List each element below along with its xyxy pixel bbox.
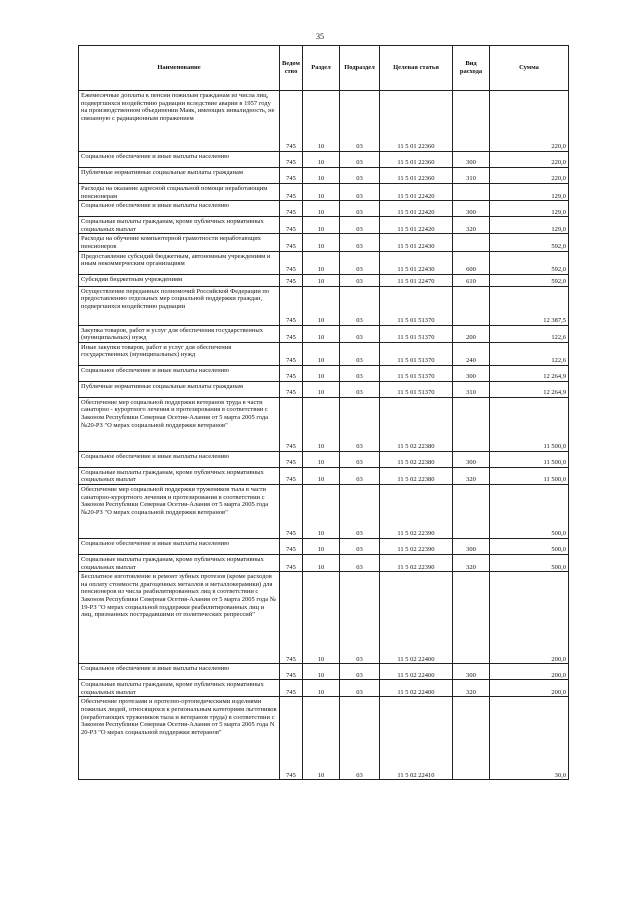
- row-amount: 122,6: [490, 342, 569, 365]
- row-department: 745: [280, 274, 303, 286]
- row-name: Социальное обеспечение и иные выплаты населению: [79, 201, 280, 217]
- row-name: Социальное обеспечение и иные выплаты населению: [79, 152, 280, 168]
- row-amount: 129,0: [490, 217, 569, 234]
- row-subsection: 03: [340, 217, 380, 234]
- row-target-article: 11 5 02 22390: [380, 484, 453, 538]
- row-section: 10: [303, 342, 340, 365]
- row-name: Предоставление субсидий бюджетным, автономным учреждениям и иным некоммерческим организациям: [79, 251, 280, 274]
- row-subsection: 03: [340, 365, 380, 381]
- row-target-article: 11 5 01 51370: [380, 286, 453, 325]
- row-expense-type: 320: [453, 217, 490, 234]
- column-header-section: Раздел: [303, 46, 340, 91]
- row-department: 745: [280, 91, 303, 152]
- row-name: Обеспечение мер социальной поддержки ветеранов труда в части санаторно - курортного лечения и протезирования в соответствии с Законом Республики Северная Осетия-Алания от 5 марта 2005 года №20-РЗ "О мерах социальной поддержки ветеранов": [79, 397, 280, 451]
- row-section: 10: [303, 91, 340, 152]
- row-section: 10: [303, 168, 340, 184]
- row-subsection: 03: [340, 168, 380, 184]
- row-section: 10: [303, 451, 340, 467]
- row-expense-type: 310: [453, 381, 490, 397]
- row-expense-type: 300: [453, 451, 490, 467]
- row-subsection: 03: [340, 484, 380, 538]
- row-amount: 30,0: [490, 697, 569, 780]
- row-subsection: 03: [340, 234, 380, 251]
- row-name: Публичные нормативные социальные выплаты гражданам: [79, 381, 280, 397]
- row-name: Социальные выплаты гражданам, кроме публичных нормативных социальных выплат: [79, 680, 280, 697]
- row-subsection: 03: [340, 381, 380, 397]
- row-section: 10: [303, 538, 340, 554]
- row-section: 10: [303, 184, 340, 201]
- row-amount: 200,0: [490, 572, 569, 664]
- row-target-article: 11 5 02 22380: [380, 397, 453, 451]
- row-name: Социальные выплаты гражданам, кроме публичных нормативных социальных выплат: [79, 217, 280, 234]
- table-row: [79, 152, 569, 168]
- table-row: [79, 286, 569, 325]
- row-section: 10: [303, 697, 340, 780]
- column-header-subsection: Подраздел: [340, 46, 380, 91]
- row-name: Публичные нормативные социальные выплаты гражданам: [79, 168, 280, 184]
- row-expense-type: 300: [453, 201, 490, 217]
- row-amount: 11 500,0: [490, 467, 569, 484]
- row-section: 10: [303, 251, 340, 274]
- row-target-article: 11 5 01 22360: [380, 91, 453, 152]
- budget-table: [78, 45, 569, 780]
- row-name: Бесплатное изготовление и ремонт зубных протезов (кроме расходов на оплату стоимости драгоценных металлов и металлокерамики) для пенсионеров из числа реабилитированных лиц в соответствии с Законом Республики Северная Осетия-Алания от 5 марта 2005 года № 19-РЗ "О мерах социальной поддержки реабилитированных лиц и лиц, признанных пострадавшими от политических репрессий": [79, 572, 280, 664]
- row-subsection: 03: [340, 201, 380, 217]
- table-row: [79, 484, 569, 538]
- row-subsection: 03: [340, 397, 380, 451]
- row-target-article: 11 5 02 22390: [380, 554, 453, 571]
- row-expense-type: [453, 572, 490, 664]
- row-name: Социальное обеспечение и иные выплаты населению: [79, 365, 280, 381]
- row-amount: 220,0: [490, 168, 569, 184]
- table-row: [79, 554, 569, 571]
- row-expense-type: 200: [453, 325, 490, 342]
- table-row: [79, 397, 569, 451]
- row-target-article: 11 5 02 22400: [380, 572, 453, 664]
- row-subsection: 03: [340, 572, 380, 664]
- row-section: 10: [303, 397, 340, 451]
- row-target-article: 11 5 01 22360: [380, 152, 453, 168]
- row-expense-type: 300: [453, 664, 490, 680]
- row-subsection: 03: [340, 274, 380, 286]
- row-department: 745: [280, 251, 303, 274]
- row-target-article: 11 5 01 51370: [380, 381, 453, 397]
- table-row: [79, 572, 569, 664]
- row-name: Социальное обеспечение и иные выплаты населению: [79, 451, 280, 467]
- row-target-article: 11 5 01 51370: [380, 325, 453, 342]
- table-row: [79, 697, 569, 780]
- table-row: [79, 91, 569, 152]
- row-department: 745: [280, 467, 303, 484]
- row-amount: 500,0: [490, 538, 569, 554]
- row-amount: 592,0: [490, 251, 569, 274]
- row-expense-type: 300: [453, 365, 490, 381]
- row-department: 745: [280, 286, 303, 325]
- row-expense-type: 320: [453, 554, 490, 571]
- row-section: 10: [303, 554, 340, 571]
- row-expense-type: [453, 91, 490, 152]
- row-department: 745: [280, 365, 303, 381]
- table-row: [79, 184, 569, 201]
- row-name: Иные закупки товаров, работ и услуг для обеспечения государственных (муниципальных) нужд: [79, 342, 280, 365]
- row-section: 10: [303, 217, 340, 234]
- row-section: 10: [303, 467, 340, 484]
- row-expense-type: [453, 286, 490, 325]
- row-section: 10: [303, 484, 340, 538]
- row-subsection: 03: [340, 251, 380, 274]
- row-department: 745: [280, 572, 303, 664]
- row-subsection: 03: [340, 152, 380, 168]
- row-name: Субсидии бюджетным учреждениям: [79, 274, 280, 286]
- column-header-target-article: Целевая статья: [380, 46, 453, 91]
- row-name: Закупка товаров, работ и услуг для обеспечения государственных (муниципальных) нужд: [79, 325, 280, 342]
- row-expense-type: 320: [453, 467, 490, 484]
- row-target-article: 11 5 01 22420: [380, 184, 453, 201]
- row-subsection: 03: [340, 451, 380, 467]
- row-name: Обеспечение мер социальной поддержки тружеников тыла в части санаторно-курортного лечения и протезирования в соответствии с Законом Республики Северная Осетия-Алания от 5 марта 2005 года №20-РЗ "О мерах социальной поддержки ветеранов": [79, 484, 280, 538]
- row-department: 745: [280, 184, 303, 201]
- row-name: Расходы на обучение компьютерной грамотности неработающих пенсионеров: [79, 234, 280, 251]
- row-department: 745: [280, 697, 303, 780]
- row-amount: 500,0: [490, 554, 569, 571]
- row-subsection: 03: [340, 697, 380, 780]
- row-amount: 200,0: [490, 664, 569, 680]
- row-amount: 220,0: [490, 91, 569, 152]
- row-department: 745: [280, 397, 303, 451]
- row-section: 10: [303, 680, 340, 697]
- row-expense-type: [453, 697, 490, 780]
- row-department: 745: [280, 451, 303, 467]
- row-department: 745: [280, 554, 303, 571]
- row-amount: 11 500,0: [490, 451, 569, 467]
- row-amount: 592,0: [490, 234, 569, 251]
- row-target-article: 11 5 02 22380: [380, 451, 453, 467]
- row-section: 10: [303, 325, 340, 342]
- row-amount: 12 264,9: [490, 381, 569, 397]
- row-target-article: 11 5 01 22420: [380, 201, 453, 217]
- row-amount: 12 387,5: [490, 286, 569, 325]
- row-section: 10: [303, 381, 340, 397]
- row-target-article: 11 5 02 22410: [380, 697, 453, 780]
- row-name: Осуществление переданных полномочий Российской Федерации по предоставлению отдельных мер социальной поддержки граждан, подвергшихся воздействию радиации: [79, 286, 280, 325]
- column-header-name: Наименование: [79, 46, 280, 91]
- table-row: [79, 365, 569, 381]
- table-row: [79, 664, 569, 680]
- row-department: 745: [280, 168, 303, 184]
- row-amount: 129,0: [490, 184, 569, 201]
- row-expense-type: 600: [453, 251, 490, 274]
- row-department: 745: [280, 234, 303, 251]
- row-expense-type: [453, 484, 490, 538]
- column-header-department: Ведом ство: [280, 46, 303, 91]
- row-target-article: 11 5 01 22470: [380, 274, 453, 286]
- row-expense-type: [453, 234, 490, 251]
- row-name: Социальные выплаты гражданам, кроме публичных нормативных социальных выплат: [79, 467, 280, 484]
- row-name: Расходы на оказание адресной социальной помощи неработающим пенсионерам: [79, 184, 280, 201]
- row-target-article: 11 5 02 22390: [380, 538, 453, 554]
- row-department: 745: [280, 484, 303, 538]
- row-target-article: 11 5 01 22360: [380, 168, 453, 184]
- row-expense-type: 320: [453, 680, 490, 697]
- row-expense-type: 310: [453, 168, 490, 184]
- table-row: [79, 217, 569, 234]
- row-expense-type: 240: [453, 342, 490, 365]
- row-amount: 220,0: [490, 152, 569, 168]
- row-expense-type: 610: [453, 274, 490, 286]
- table-body: [79, 91, 569, 780]
- row-subsection: 03: [340, 184, 380, 201]
- row-section: 10: [303, 365, 340, 381]
- row-subsection: 03: [340, 664, 380, 680]
- table-row: [79, 451, 569, 467]
- row-target-article: 11 5 02 22380: [380, 467, 453, 484]
- table-row: [79, 538, 569, 554]
- table-header-row: [79, 46, 569, 91]
- row-expense-type: [453, 397, 490, 451]
- row-section: 10: [303, 286, 340, 325]
- row-subsection: 03: [340, 554, 380, 571]
- row-department: 745: [280, 342, 303, 365]
- row-subsection: 03: [340, 325, 380, 342]
- row-department: 745: [280, 201, 303, 217]
- row-department: 745: [280, 538, 303, 554]
- row-amount: 200,0: [490, 680, 569, 697]
- row-amount: 500,0: [490, 484, 569, 538]
- row-department: 745: [280, 325, 303, 342]
- table-row: [79, 680, 569, 697]
- row-section: 10: [303, 572, 340, 664]
- row-name: Социальное обеспечение и иные выплаты населению: [79, 664, 280, 680]
- table-row: [79, 201, 569, 217]
- row-target-article: 11 5 02 22400: [380, 680, 453, 697]
- row-amount: 122,6: [490, 325, 569, 342]
- row-section: 10: [303, 234, 340, 251]
- table-row: [79, 342, 569, 365]
- page-number: 35: [316, 32, 324, 41]
- table-row: [79, 234, 569, 251]
- table-row: [79, 168, 569, 184]
- table-row: [79, 467, 569, 484]
- row-amount: 11 500,0: [490, 397, 569, 451]
- row-department: 745: [280, 680, 303, 697]
- row-target-article: 11 5 01 22430: [380, 234, 453, 251]
- row-subsection: 03: [340, 538, 380, 554]
- column-header-expense-type: Вид расхода: [453, 46, 490, 91]
- row-target-article: 11 5 01 22420: [380, 217, 453, 234]
- row-name: Ежемесячные доплаты к пенсии пожилым гражданам из числа лиц, подвергшихся воздействию радиации вследствие аварии в 1957 году на производственном объединении Маяк, имеющих инвалидность, не связанную с радиационным поражением: [79, 91, 280, 152]
- row-expense-type: 300: [453, 538, 490, 554]
- row-subsection: 03: [340, 342, 380, 365]
- row-name: Обеспечение протезами и протезно-ортопедическими изделиями пожилых людей, относящихся к региональным категориям льготников (неработающих тружеников тыла и ветеранов труда) в соответствии с Законом Республики Северная Осетия-Алания от 5 марта 2005 года N 20-РЗ "О мерах социальной поддержки ветеранов": [79, 697, 280, 780]
- table-row: [79, 251, 569, 274]
- row-subsection: 03: [340, 286, 380, 325]
- row-section: 10: [303, 664, 340, 680]
- row-subsection: 03: [340, 467, 380, 484]
- row-section: 10: [303, 274, 340, 286]
- row-department: 745: [280, 217, 303, 234]
- row-name: Социальные выплаты гражданам, кроме публичных нормативных социальных выплат: [79, 554, 280, 571]
- row-amount: 592,0: [490, 274, 569, 286]
- row-target-article: 11 5 01 22430: [380, 251, 453, 274]
- row-amount: 129,0: [490, 201, 569, 217]
- row-target-article: 11 5 02 22400: [380, 664, 453, 680]
- row-department: 745: [280, 381, 303, 397]
- row-subsection: 03: [340, 91, 380, 152]
- row-target-article: 11 5 01 51370: [380, 365, 453, 381]
- row-target-article: 11 5 01 51370: [380, 342, 453, 365]
- row-department: 745: [280, 152, 303, 168]
- row-subsection: 03: [340, 680, 380, 697]
- row-department: 745: [280, 664, 303, 680]
- table-row: [79, 381, 569, 397]
- row-name: Социальное обеспечение и иные выплаты населению: [79, 538, 280, 554]
- row-expense-type: [453, 184, 490, 201]
- row-expense-type: 300: [453, 152, 490, 168]
- row-section: 10: [303, 201, 340, 217]
- row-section: 10: [303, 152, 340, 168]
- table-row: [79, 274, 569, 286]
- column-header-amount: Сумма: [490, 46, 569, 91]
- table-row: [79, 325, 569, 342]
- row-amount: 12 264,9: [490, 365, 569, 381]
